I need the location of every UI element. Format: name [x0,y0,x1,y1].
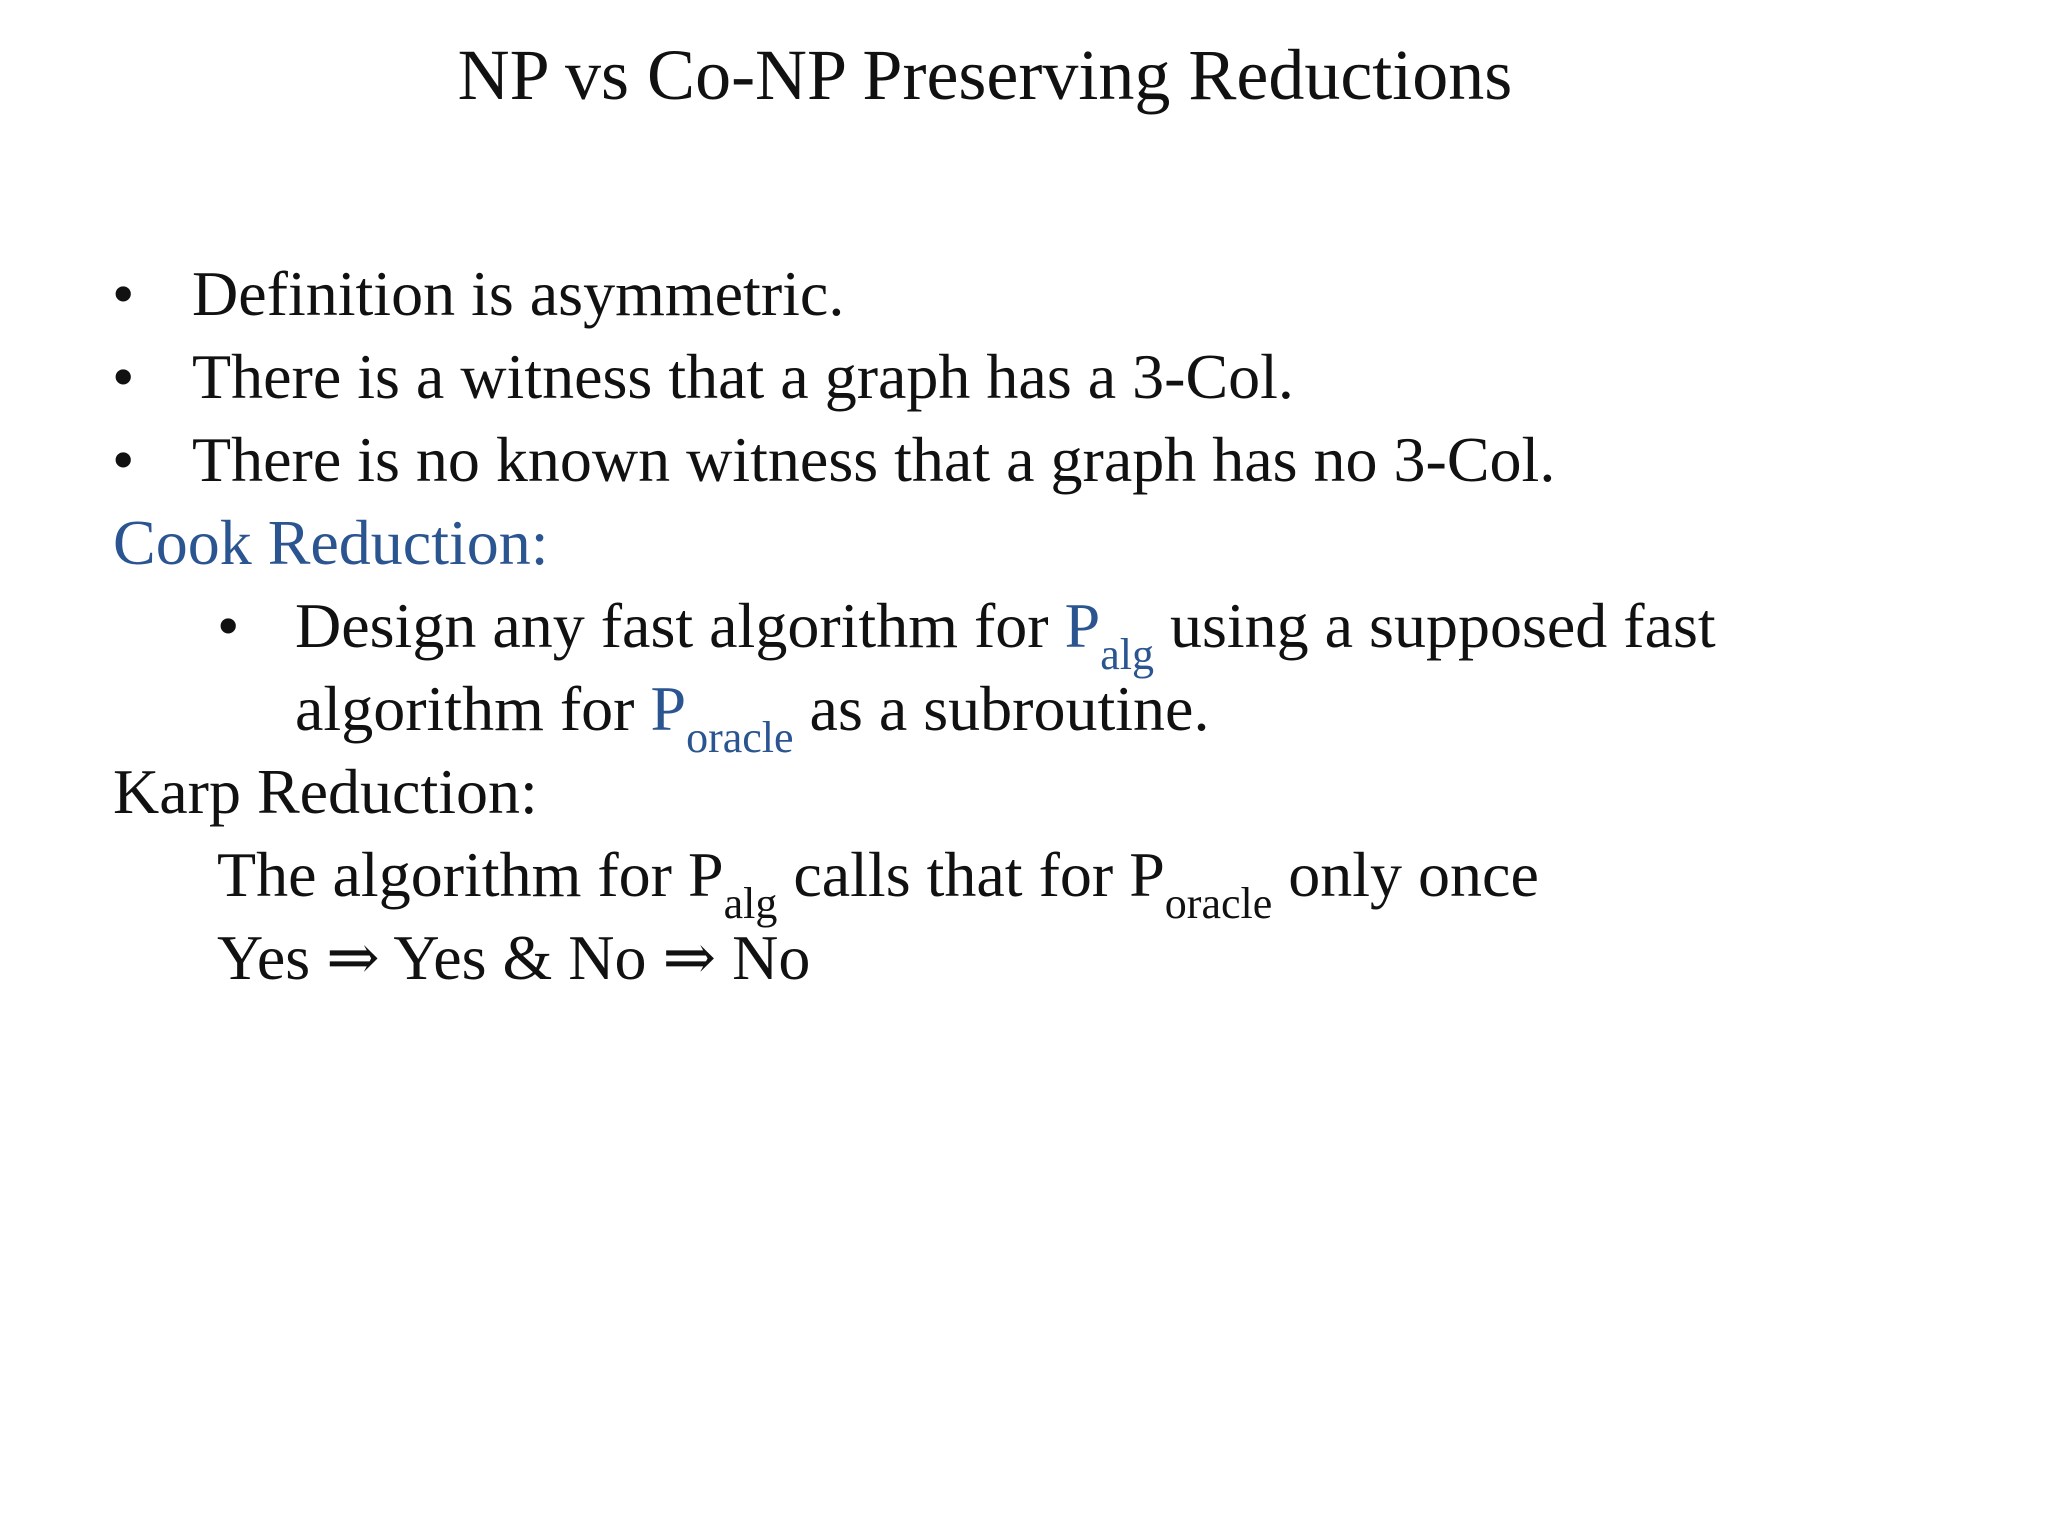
karp-line-1-text-c: only once [1272,839,1539,910]
bullet-glyph: • [217,590,240,661]
karp-line-1-text-b: calls that for [777,839,1130,910]
cook-line-2-text-a: algorithm for [295,673,651,744]
p-oracle-symbol: $P_{oracle}$ [1129,839,1273,928]
cook-line-1-text-a: Design any fast algorithm for [295,590,1065,661]
p-alg-symbol: $P_{alg}$ [687,839,778,928]
karp-reduction-heading: Karp Reduction: [113,756,538,827]
bullet-glyph: • [112,341,135,412]
slide-title: NP vs Co-NP Preserving Reductions [457,35,1513,115]
cook-line-1 [295,585,1716,679]
cook-line-2-text-b: as a subroutine. [793,673,1210,744]
karp-yes-no-implication: Yes ⇒ Yes & No ⇒ No [217,922,811,993]
bullet-no-witness: There is no known witness that a graph has no 3-Col. [192,424,1556,495]
bullet-witness-3col: There is a witness that a graph has a 3-Col. [192,341,1294,412]
karp-line-1 [217,834,1539,928]
karp-line-1-text-a: The algorithm for [217,839,688,910]
cook-line-2 [295,668,1210,762]
cook-reduction-heading: Cook Reduction: [113,507,549,578]
bullet-glyph: • [112,424,135,495]
p-oracle-symbol: $P_{oracle}$ [650,673,794,762]
cook-line-1-text-b: using a supposed fast [1153,590,1716,661]
p-alg-symbol: $P_{alg}$ [1064,590,1154,679]
bullet-definition: Definition is asymmetric. [192,258,845,329]
bullet-glyph: • [112,258,135,329]
